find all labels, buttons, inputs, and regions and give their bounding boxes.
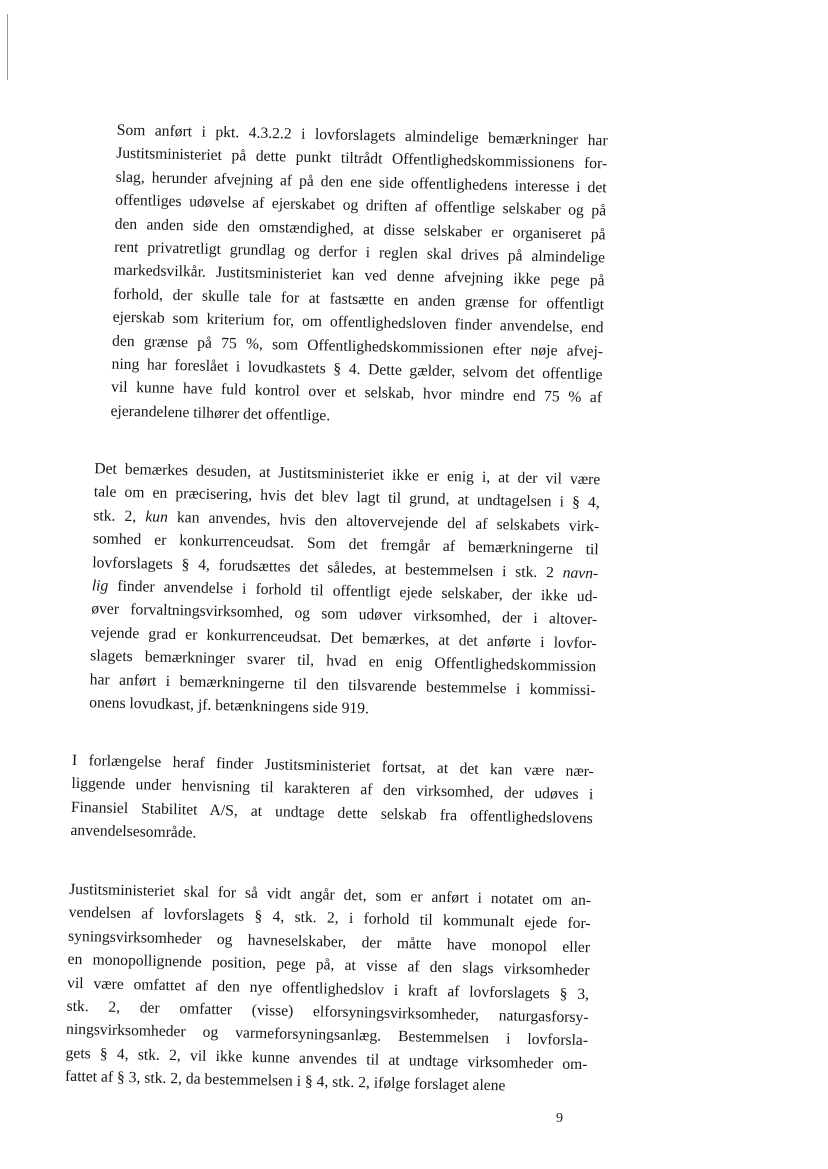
text-line: har anført i bemærkningerne til den tilsvarende bestemmelse i kommissi- — [89, 670, 596, 699]
text-line: Justitsministeriet skal for så vidt angår det, som er anført i notatet om an- — [68, 880, 592, 910]
text-line: en monopollignende position, pege på, at visse af den slags virksomheder — [67, 950, 590, 980]
text-line: liggende under henvisning til karakteren af den virksomhed, der udøves i — [71, 775, 594, 804]
text-line: den grænse på 75 %, som Offentlighedskommissionen efter nøje afvej- — [111, 332, 604, 360]
page-number: 9 — [556, 1111, 563, 1126]
text-line: syningsvirksomheder og havneselskaber, der måtte have monopol eller — [67, 927, 591, 956]
text-line: ning har foreslået i lovudkastets § 4. Dette gælder, selvom det offentlige — [111, 355, 603, 384]
text-line: Som anført i pkt. 4.3.2.2 i lovforslagets almindelige bemærkninger har — [116, 121, 608, 150]
text-line: gets § 4, stk. 2, vil ikke kunne anvendes til at undtage virksomheder om- — [65, 1044, 588, 1073]
text-line: stk. 2, kun kan anvendes, hvis den altovervejende del af selskabets virk- — [93, 507, 600, 536]
text-line: Det bemærkes desuden, at Justitsministeriet ikke er enig i, at der vil være — [94, 460, 601, 489]
text-line: den anden side den omstændighed, at disse selskaber er organiseret på — [114, 215, 606, 243]
text-line: rent privatretligt grundlag og derfor i reglen skal drives på almindelige — [114, 238, 606, 267]
text-line: onens lovudkast, jf. betænkningens side 919. — [89, 694, 370, 718]
text-line: forhold, der skulle tale for at fastsætte en anden grænse for offentligt — [112, 285, 605, 314]
text-line: lig finder anvendelse i forhold til offentligt ejede selskaber, der ikke ud- — [91, 577, 598, 606]
document-body — [64, 118, 608, 1129]
text-line: Finansiel Stabilitet A/S, at undtage dette selskab fra offentlighedslovens — [70, 798, 594, 828]
text-line: slag, herunder afvejning af på den ene side offentlighedens interesse i det — [115, 168, 607, 197]
paragraph-4 — [65, 878, 591, 1100]
paragraph-1 — [110, 119, 608, 434]
text-line: stk. 2, der omfatter (visse) elforsyningsvirksomheder, naturgasforsy- — [66, 997, 589, 1027]
text-line: fattet af § 3, stk. 2, da bestemmelsen i § 4, stk. 2, ifølge forslaget alene — [64, 1067, 506, 1095]
text-line: vil være omfattet af den nye offentlighedslov i kraft af lovforslagets § 3, — [66, 974, 590, 1003]
text-line: somhed er konkurrenceudsat. Som det fremgår af bemærkningerne til — [92, 530, 599, 559]
text-line: vil kunne have fuld kontrol over et selskab, hvor mindre end 75 % af — [110, 378, 603, 407]
text-line: Justitsministeriet på dette punkt tiltrådt Offentlighedskommissionens for- — [116, 145, 608, 173]
text-line: offentliges udøvelse af ejerskabet og driften af offentlige selskaber og på — [115, 191, 607, 220]
text-line: ejerskab som kriterium for, om offentlighedsloven finder anvendelse, end — [112, 308, 604, 337]
paragraph-2 — [89, 457, 600, 725]
text-line: vendelsen af lovforslagets § 4, stk. 2, i forhold til kommunalt ejede for- — [68, 904, 591, 933]
text-line: ejerandelene tilhører det offentlige. — [110, 402, 331, 425]
text-line: anvendelsesområde. — [70, 822, 197, 842]
text-line: slagets bemærkninger svarer til, hvad en enig Offentlighedskommission — [90, 647, 597, 676]
text-line: ningsvirksomheder og varmeforsyningsanlæg. Bestemmelsen i lovforsla- — [65, 1021, 589, 1050]
paragraph-3 — [70, 749, 594, 854]
text-line: lovforslagets § 4, forudsættes det således, at bestemmelsen i stk. 2 navn- — [92, 553, 599, 582]
text-line: øver forvaltningsvirksomhed, og som udøver virksomhed, der i altover- — [91, 600, 598, 629]
text-line: vejende grad er konkurrenceudsat. Det bemærkes, at det anførte i lovfor- — [90, 623, 597, 652]
text-line: markedsvilkår. Justitsministeriet kan ved denne afvejning ikke pege på — [113, 261, 605, 290]
scan-edge-mark — [7, 14, 8, 80]
text-line: I forlængelse heraf finder Justitsministeriet fortsat, at det kan være nær- — [71, 751, 595, 781]
text-line: tale om en præcisering, hvis det blev lagt til grund, at undtagelsen i § 4, — [93, 483, 600, 512]
